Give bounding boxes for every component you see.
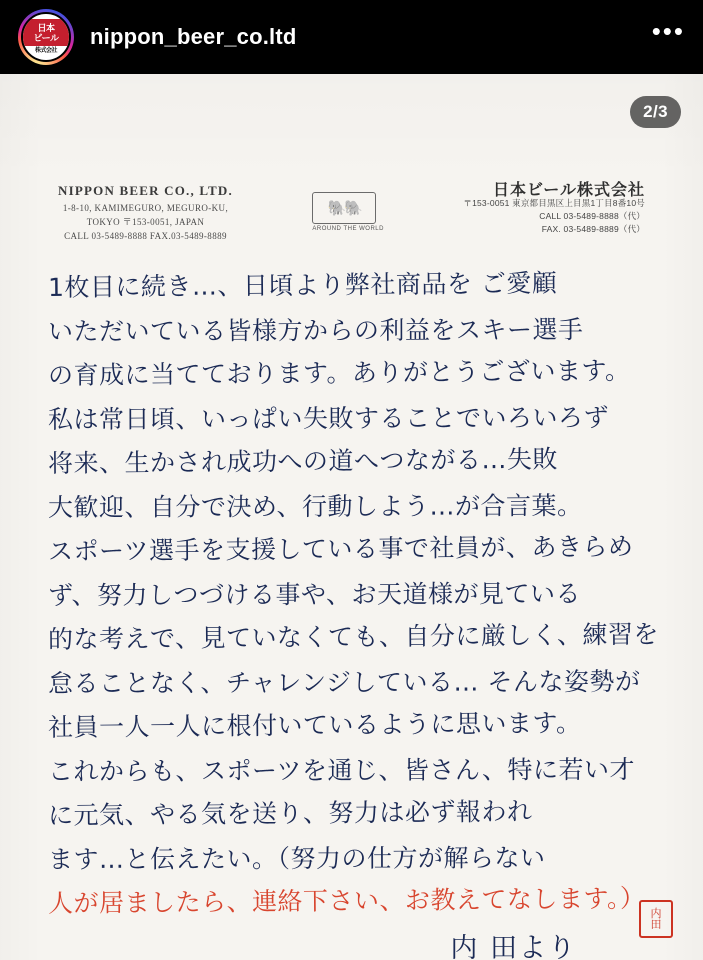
letterhead-fax-jp: FAX. 03-5489-8889（代） [541, 224, 645, 234]
handwritten-line: ます…と伝えたい。（努力の仕方が解らない [47, 843, 546, 874]
letterhead-call-jp: CALL 03-5489-8888（代） [539, 211, 645, 221]
letterhead-address-jp: 〒153-0051 東京都目黒区上目黒1丁目8番10号 [463, 198, 645, 208]
avatar[interactable] [18, 9, 74, 65]
handwritten-line: 大歓迎、自分で決め、行動しよう…が合言葉。 [47, 491, 583, 522]
handwritten-line: 的な考えで、見ていなくても、自分に厳しく、練習を [47, 619, 660, 654]
letterhead-emblem-caption: AROUND THE WORLD [312, 226, 384, 232]
seal-char-1: 内 [650, 907, 662, 920]
handwritten-line: の育成に当てております。ありがとうございます。 [47, 355, 631, 390]
account-username[interactable]: nippon_beer_co.ltd [90, 24, 297, 49]
handwritten-line: これからも、スポーツを通じ、皆さん、特に若い才 [47, 754, 636, 786]
avatar-logo [21, 12, 71, 62]
avatar-logo-top-text: 日本 ビール [23, 19, 69, 46]
more-options-icon[interactable]: ••• [651, 16, 685, 46]
letterhead-company-jp: 日本ビール株式会社 [492, 182, 645, 199]
seal-char-2: 田 [650, 918, 662, 931]
letterhead-emblem [312, 184, 384, 232]
handwritten-line: 社員一人一人に根付いているように思います。 [47, 708, 582, 742]
letterhead-english-block [58, 184, 233, 243]
post-image[interactable] [0, 74, 703, 960]
letterhead-phone-en: CALL 03-5489-8888 FAX.03-5489-8889 [64, 231, 227, 241]
letterhead-address-en: 1-8-10, KAMIMEGURO, MEGURO-KU, [62, 203, 229, 213]
handwritten-signature: 内 田より [450, 933, 577, 960]
avatar-logo-bottom-text: 株式会社 [34, 48, 57, 54]
handwritten-line: ず、努力しつづける事や、お天道様が見ている [47, 579, 582, 610]
handwritten-line: 将来、生かされ成功への道へつながる…失敗 [47, 444, 559, 478]
handwritten-line: 怠ることなく、チャレンジしている… そんな姿勢が [47, 666, 641, 698]
handwritten-line: に元気、やる気を送り、努力は必ず報われ [47, 796, 533, 830]
handwritten-line: 私は常日頃、いっぱい失敗することでいろいろず [47, 403, 610, 434]
handwritten-line: スポーツ選手を支援している事で社員が、あきらめ [47, 531, 634, 566]
letterhead [0, 184, 703, 262]
handwritten-line: いただいている皆様方からの利益をスキー選手 [47, 315, 584, 346]
handwritten-line-red: 人が居ましたら、連絡下さい、お教えてなします。） [47, 883, 646, 918]
letterhead-japanese-block [463, 184, 645, 236]
letterhead-city-en: TOKYO 〒153-0051, JAPAN [86, 217, 205, 227]
handwritten-letter-body [47, 266, 663, 960]
letterhead-company-en: NIPPON BEER CO., LTD. [58, 183, 233, 198]
elephant-emblem-icon: 🐘🐘 [312, 192, 376, 224]
hanko-seal-icon [639, 900, 673, 938]
carousel-counter-badge: 2/3 [630, 96, 681, 128]
post-header [0, 0, 703, 74]
handwritten-line: 1枚目に続き…、日頃より弊社商品を ご愛顧 [47, 268, 558, 302]
